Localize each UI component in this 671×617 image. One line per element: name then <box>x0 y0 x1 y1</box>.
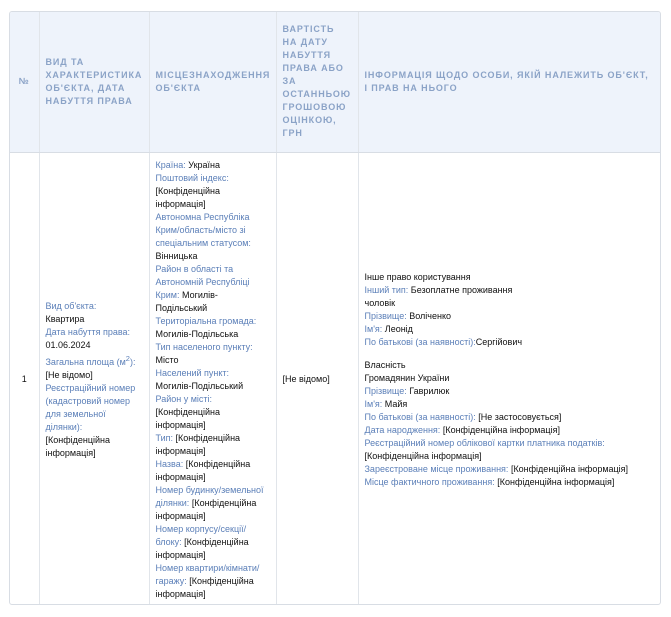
kind-value: Квартира <box>45 313 85 324</box>
owner2-surname-label: Прізвище: <box>364 385 407 396</box>
owner1-relation: чоловік <box>364 297 396 308</box>
settlement-label: Населений пункт: <box>155 367 229 378</box>
owner2-surname-value: Гаврилюк <box>409 385 450 396</box>
header-value: ВАРТІСТЬ НА ДАТУ НАБУТТЯ ПРАВА АБО ЗА ОСТАННЬОЮ ГРОШОВОЮ ОЦІНКОЮ, ГРН <box>276 12 358 152</box>
owner2-patronymic-label: По батькові (за наявності): <box>364 411 476 422</box>
community-label: Територіальна громада: <box>155 315 257 326</box>
region-label: Автономна Республіка Крим/область/місто зі спеціальним статусом: <box>155 211 251 248</box>
house-label: Номер будинку/земельної ділянки: <box>155 484 264 508</box>
header-number: № <box>10 12 39 152</box>
owner1-name-value: Леонід <box>384 323 413 334</box>
table-row <box>10 152 660 605</box>
postcode-value: [Конфіденційна інформація] <box>155 185 221 209</box>
property-table <box>10 12 660 605</box>
owner2-right: Власність <box>364 359 406 370</box>
city-district-label: Район у місті: <box>155 393 213 404</box>
house-value: [Конфіденційна інформація] <box>155 497 257 521</box>
date-value: 01.06.2024 <box>45 339 91 350</box>
street-name-value: [Конфіденційна інформація] <box>155 458 251 482</box>
owner-block-1 <box>365 271 655 349</box>
row-number: 1 <box>10 152 39 605</box>
apartment-value: [Конфіденційна інформація] <box>155 575 254 599</box>
header-location: МІСЦЕЗНАХОДЖЕННЯ ОБ'ЄКТА <box>149 12 276 152</box>
owner1-right: Інше право користування <box>364 271 471 282</box>
owner1-other-type-value: Безоплатне проживання <box>410 284 513 295</box>
owner1-patronymic-value: Сергійович <box>475 336 523 347</box>
object-cell <box>39 152 149 605</box>
owner2-name-label: Ім'я: <box>364 398 383 409</box>
city-district-value: [Конфіденційна інформація] <box>155 406 221 430</box>
header-owner-info: ІНФОРМАЦІЯ ЩОДО ОСОБИ, ЯКІЙ НАЛЕЖИТЬ ОБ'ЄКТ, І ПРАВ НА НЬОГО <box>358 12 660 152</box>
kind-label: Вид об'єкта: <box>45 300 97 311</box>
table-header-row <box>10 12 660 152</box>
header-object-type: ВИД ТА ХАРАКТЕРИСТИКА ОБ'ЄКТА, ДАТА НАБУТТЯ ПРАВА <box>39 12 149 152</box>
building-label: Номер корпусу/секції/блоку: <box>155 523 247 547</box>
value-cell: [Не відомо] <box>276 152 358 605</box>
settlement-value: Могилів-Подільський <box>155 380 244 391</box>
owner2-name-value: Майя <box>384 398 408 409</box>
area-value: [Не відомо] <box>45 369 93 380</box>
owner1-name-label: Ім'я: <box>364 323 383 334</box>
reg-value: [Конфіденційна інформація] <box>45 434 111 458</box>
owner2-tax-value: [Конфіденційна інформація] <box>364 450 482 461</box>
building-value: [Конфіденційна інформація] <box>155 536 249 560</box>
region-value: Вінницька <box>155 250 198 261</box>
owner1-surname-label: Прізвище: <box>364 310 407 321</box>
district-label: Район в області та Автономній Республіці Крим: <box>155 263 250 300</box>
owner2-registered-value: [Конфіденційна інформація] <box>510 463 629 474</box>
settlement-type-label: Тип населеного пункту: <box>155 341 253 352</box>
date-label: Дата набуття права: <box>45 326 131 337</box>
owner2-actual-value: [Конфіденційна інформація] <box>497 476 615 487</box>
country-value: Україна <box>188 159 220 170</box>
community-value: Могилів-Подільська <box>155 328 239 339</box>
owner2-patronymic-value: [Не застосовується] <box>478 411 562 422</box>
owner2-tax-label: Реєстраційний номер облікової картки платника податків: <box>364 437 605 448</box>
owner2-registered-label: Зареєстроване місце проживання: <box>364 463 509 474</box>
owner-cell <box>358 152 660 605</box>
street-name-label: Назва: <box>155 458 184 469</box>
owner2-birth-label: Дата народження: <box>364 424 441 435</box>
owner1-surname-value: Воліченко <box>409 310 452 321</box>
apartment-label: Номер квартири/кімнати/гаражу: <box>155 562 260 586</box>
postcode-label: Поштовий індекс: <box>155 172 229 183</box>
property-table-card <box>9 11 661 605</box>
owner1-patronymic-label: По батькові (за наявності): <box>364 336 476 347</box>
location-cell <box>149 152 276 605</box>
street-type-label: Тип: <box>155 432 174 443</box>
country-label: Країна: <box>155 159 186 170</box>
owner2-birth-value: [Конфіденційна інформація] <box>442 424 560 435</box>
owner-block-2 <box>365 359 655 489</box>
owner1-other-type-label: Інший тип: <box>364 284 409 295</box>
area-label: Загальна площа $(м^2)$: <box>45 353 136 367</box>
street-type-value: [Конфіденційна інформація] <box>155 432 241 456</box>
reg-label: Реєстраційний номер (кадастровий номер для земельної ділянки): <box>45 382 136 432</box>
district-value: Могилів-Подільський <box>155 289 218 313</box>
settlement-type-value: Місто <box>155 354 179 365</box>
owner2-citizenship: Громадянин України <box>364 372 450 383</box>
owner2-actual-label: Місце фактичного проживання: <box>364 476 495 487</box>
